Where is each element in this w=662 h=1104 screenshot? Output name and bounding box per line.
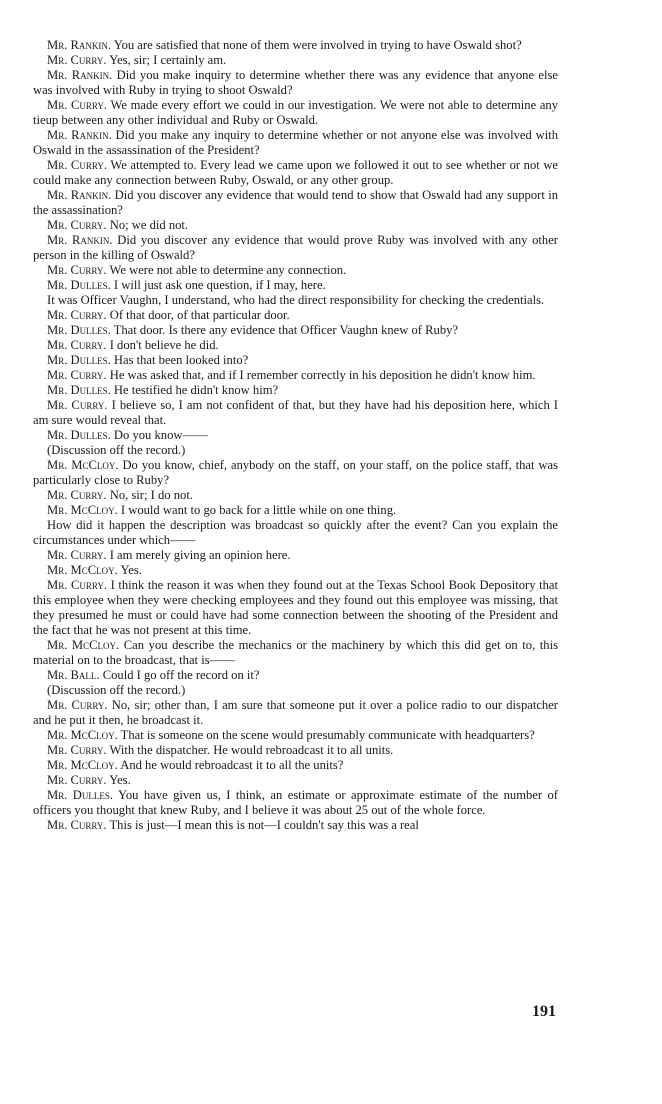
statement-text: We attempted to. Every lead we came upon we followed it out to see whether or not we could make any connection between Ruby, Oswald, or any other group. [33,158,559,187]
speaker-name: Mr. McCloy. [47,563,118,577]
speaker-name: Mr. Rankin. [47,68,113,82]
statement-text: And he would rebroadcast it to all the units? [120,758,344,772]
statement-text: Did you make inquiry to determine whether there was any evidence that anyone else was involved with Ruby in trying to shoot Oswald? [33,68,559,97]
statement-text: Has that been looked into? [113,353,249,367]
statement-text: No; we did not. [109,218,189,232]
statement-text: We made every effort we could in our investigation. We were not able to determine any tieup between any other individual and Ruby or Oswald. [33,98,559,127]
statement-text: That is someone on the scene would presumably communicate with headquarters? [120,728,535,742]
transcript-paragraph [33,458,558,488]
statement-text: With the dispatcher. He would rebroadcast it to all units. [109,743,394,757]
speaker-name: Mr. Dulles. [47,383,111,397]
transcript-paragraph [33,728,558,743]
transcript-paragraph [33,818,558,833]
statement-text: It was Officer Vaughn, I understand, who had the direct responsibility for checking the credentials. [47,293,545,307]
speaker-name: Mr. Curry. [47,398,108,412]
speaker-name: Mr. Rankin. [47,128,112,142]
transcript-paragraph [33,308,558,323]
transcript-paragraph [33,218,558,233]
transcript-paragraph [33,698,558,728]
transcript-paragraph [33,53,558,68]
transcript-paragraph [33,323,558,338]
speaker-name: Mr. Curry. [47,698,108,712]
transcript-paragraph [33,368,558,383]
statement-text: Of that door, of that particular door. [109,308,290,322]
transcript-paragraph [33,563,558,578]
transcript-body [33,38,558,833]
speaker-name: Mr. Curry. [47,263,107,277]
speaker-name: Mr. McCloy. [47,638,120,652]
transcript-paragraph [33,743,558,758]
transcript-paragraph [33,278,558,293]
transcript-paragraph [33,98,558,128]
transcript-paragraph [33,638,558,668]
speaker-name: Mr. Ball. [47,668,100,682]
speaker-name: Mr. Dulles. [47,353,111,367]
speaker-name: Mr. Curry. [47,338,107,352]
page-number: 191 [532,1003,556,1020]
transcript-paragraph [33,488,558,503]
speaker-name: Mr. Curry. [47,218,107,232]
speaker-name: Mr. Rankin. [47,188,112,202]
transcript-paragraph [33,443,558,458]
speaker-name: Mr. Curry. [47,368,107,382]
statement-text: Did you discover any evidence that would prove Ruby was involved with any other person in the killing of Oswald? [33,233,558,262]
speaker-name: Mr. Curry. [47,158,107,172]
statement-text: Yes, sir; I certainly am. [109,53,227,67]
transcript-paragraph [33,428,558,443]
speaker-name: Mr. Curry. [47,818,107,832]
statement-text: No, sir; I do not. [109,488,193,502]
transcript-paragraph [33,293,558,308]
speaker-name: Mr. Dulles. [47,788,114,802]
statement-text: Do you know, chief, anybody on the staff, on your staff, on the police staff, that was particularly close to Ruby? [33,458,559,487]
transcript-paragraph [33,233,558,263]
statement-text: Could I go off the record on it? [102,668,260,682]
speaker-name: Mr. McCloy. [47,758,118,772]
speaker-name: Mr. Curry. [47,488,107,502]
statement-text: That door. Is there any evidence that Officer Vaughn knew of Ruby? [113,323,459,337]
transcript-paragraph [33,353,558,368]
statement-text: I will just ask one question, if I may, here. [113,278,326,292]
statement-text: Yes. [109,773,131,787]
statement-text: We were not able to determine any connection. [109,263,347,277]
statement-text: He was asked that, and if I remember correctly in his deposition he didn't know him. [109,368,536,382]
speaker-name: Mr. McCloy. [47,458,119,472]
speaker-name: Mr. Dulles. [47,428,111,442]
transcript-paragraph [33,668,558,683]
statement-text: This is just—I mean this is not—I couldn't say this was a real [109,818,419,832]
statement-text: Did you discover any evidence that would tend to show that Oswald had any support in the assassination? [33,188,558,217]
speaker-name: Mr. Curry. [47,773,107,787]
speaker-name: Mr. Rankin. [47,38,112,52]
statement-text: Did you make any inquiry to determine whether or not anyone else was involved with Oswald in the assassination of the President? [33,128,558,157]
statement-text: I would want to go back for a little while on one thing. [120,503,397,517]
speaker-name: Mr. Dulles. [47,323,111,337]
statement-text: You are satisfied that none of them were involved in trying to have Oswald shot? [113,38,522,52]
statement-text: How did it happen the description was broadcast so quickly after the event? Can you explain the circumstances under which—— [33,518,558,547]
statement-text: Yes. [120,563,142,577]
statement-text: You have given us, I think, an estimate or approximate estimate of the number of officers you thought that knew Ruby, and I believe it was about 25 out of the whole force. [33,788,558,817]
transcript-paragraph [33,383,558,398]
statement-text: I am merely giving an opinion here. [109,548,291,562]
statement-text: No, sir; other than, I am sure that someone put it over a police radio to our dispatcher and he put it then, he broadcast it. [33,698,559,727]
statement-text: I think the reason it was when they found out at the Texas School Book Depository that this employee when they were checking employees and they found out this employee was missing, that they presumed he must or could have had some connection between the shooting of the President and the fact that he was not present at this time. [33,578,558,637]
speaker-name: Mr. Curry. [47,743,107,757]
speaker-name: Mr. Dulles. [47,278,111,292]
statement-text: Do you know—— [113,428,208,442]
transcript-paragraph [33,338,558,353]
speaker-name: Mr. Curry. [47,308,107,322]
transcript-paragraph [33,683,558,698]
transcript-paragraph [33,548,558,563]
transcript-paragraph [33,263,558,278]
statement-text: (Discussion off the record.) [47,443,186,457]
transcript-paragraph [33,38,558,53]
speaker-name: Mr. Curry. [47,98,108,112]
speaker-name: Mr. Curry. [47,53,107,67]
statement-text: I believe so, I am not confident of that, but they have had his deposition here, which I am sure would reveal that. [33,398,559,427]
statement-text: Can you describe the mechanics or the machinery by which this did get on to, this material on to the broadcast, that is—— [33,638,558,667]
transcript-paragraph [33,773,558,788]
transcript-paragraph [33,503,558,518]
speaker-name: Mr. McCloy. [47,728,118,742]
statement-text: I don't believe he did. [109,338,219,352]
transcript-paragraph [33,788,558,818]
speaker-name: Mr. Rankin. [47,233,113,247]
speaker-name: Mr. McCloy. [47,503,118,517]
transcript-paragraph [33,128,558,158]
transcript-paragraph [33,398,558,428]
speaker-name: Mr. Curry. [47,548,107,562]
transcript-paragraph [33,188,558,218]
statement-text: He testified he didn't know him? [113,383,279,397]
transcript-paragraph [33,158,558,188]
transcript-paragraph [33,68,558,98]
transcript-paragraph [33,758,558,773]
transcript-paragraph [33,578,558,638]
statement-text: (Discussion off the record.) [47,683,186,697]
speaker-name: Mr. Curry. [47,578,107,592]
transcript-paragraph [33,518,558,548]
